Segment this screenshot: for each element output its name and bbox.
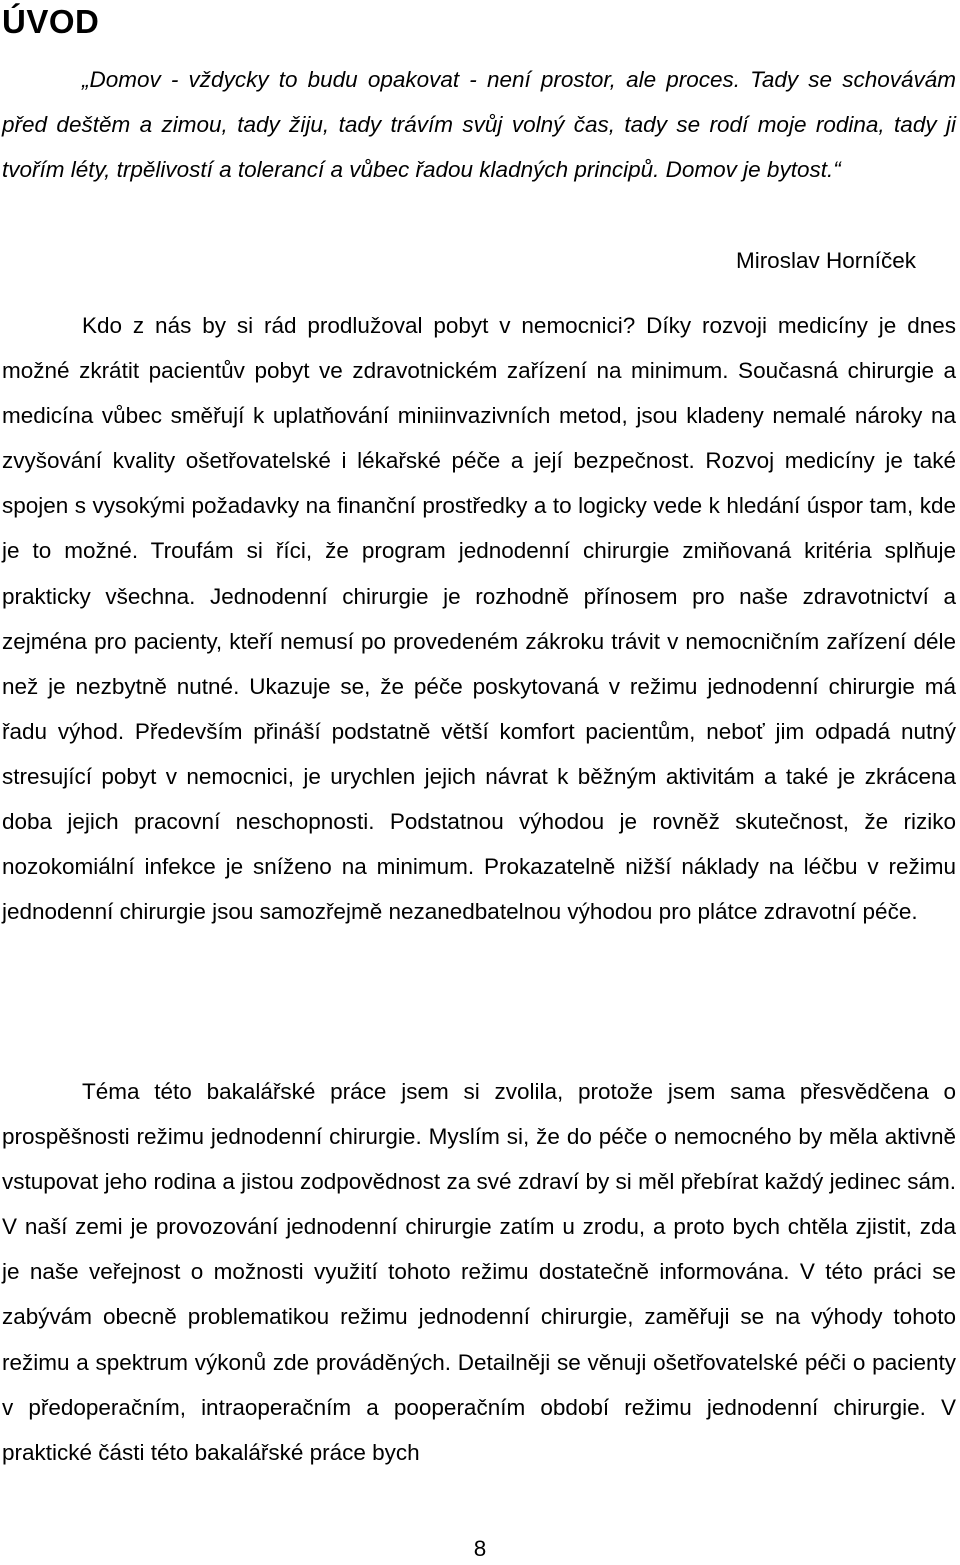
epigraph-quote: „Domov - vždycky to budu opakovat - není prostor, ale proces. Tady se schovávám před deštěm a zimou, tady žiju, tady trávím svůj volný čas, tady se rodí moje rodina, tady ji tvořím léty, trpělivostí a tolerancí a vůbec řadou kladných principů. Domov je bytost.“ (2, 67, 956, 182)
body-paragraph-1: Kdo z nás by si rád prodlužoval pobyt v nemocnici? Díky rozvoji medicíny je dnes možné zkrátit pacientův pobyt ve zdravotnickém zařízení na minimum. Současná chirurgie a medicína vůbec směřují k uplatňování miniinvazivních metod, jsou kladeny nemalé nároky na zvyšování kvality ošetřovatelské i lékařské péče a její bezpečnost. Rozvoj medicíny je také spojen s vysokými požadavky na finanční prostředky a to logicky vede k hledání úspor tam, kde je to možné. Troufám si říci, že program jednodenní chirurgie zmiňovaná kritéria splňuje prakticky všechna. Jednodenní chirurgie je rozhodně přínosem pro naše zdravotnictví a zejména pro pacienty, kteří nemusí po provedeném zákroku trávit v nemocničním zařízení déle než je nezbytně nutné. Ukazuje se, že péče poskytovaná v režimu jednodenní chirurgie má řadu výhod. Především přináší podstatně větší komfort pacientům, neboť jim odpadá nutný stresující pobyt v nemocnici, je urychlen jejich návrat k běžným aktivitám a také je zkrácena doba jejich pracovní neschopnosti. Podstatnou výhodou je rovněž skutečnost, že riziko nozokomiální infekce je sníženo na minimum. Prokazatelně nižší náklady na léčbu v režimu jednodenní chirurgie jsou samozřejmě nezanedbatelnou výhodou pro plátce zdravotní péče. (2, 313, 956, 925)
body-paragraph-2: Téma této bakalářské práce jsem si zvolila, protože jsem sama přesvědčena o prospěšnosti režimu jednodenní chirurgie. Myslím si, že do péče o nemocného by měla aktivně vstupovat jeho rodina a jistou zodpovědnost za své zdraví by si měl přebírat každý jedinec sám. V naší zemi je provozování jednodenní chirurgie zatím u zrodu, a proto bych chtěla zjistit, zda je naše veřejnost o možnosti využití tohoto režimu dostatečně informována. V této práci se zabývám obecně problematikou režimu jednodenní chirurgie, zaměřuji se na výhody tohoto režimu a spektrum výkonů zde prováděných. Detailněji se věnuji ošetřovatelské péči o pacienty v předoperačním, intraoperačním a pooperačním období režimu jednodenní chirurgie. V praktické části této bakalářské práce bych (2, 1079, 956, 1465)
epigraph-author: Miroslav Horníček (735, 248, 916, 273)
page-number: 8 (473, 1536, 487, 1561)
page-heading: ÚVOD (2, 3, 100, 40)
